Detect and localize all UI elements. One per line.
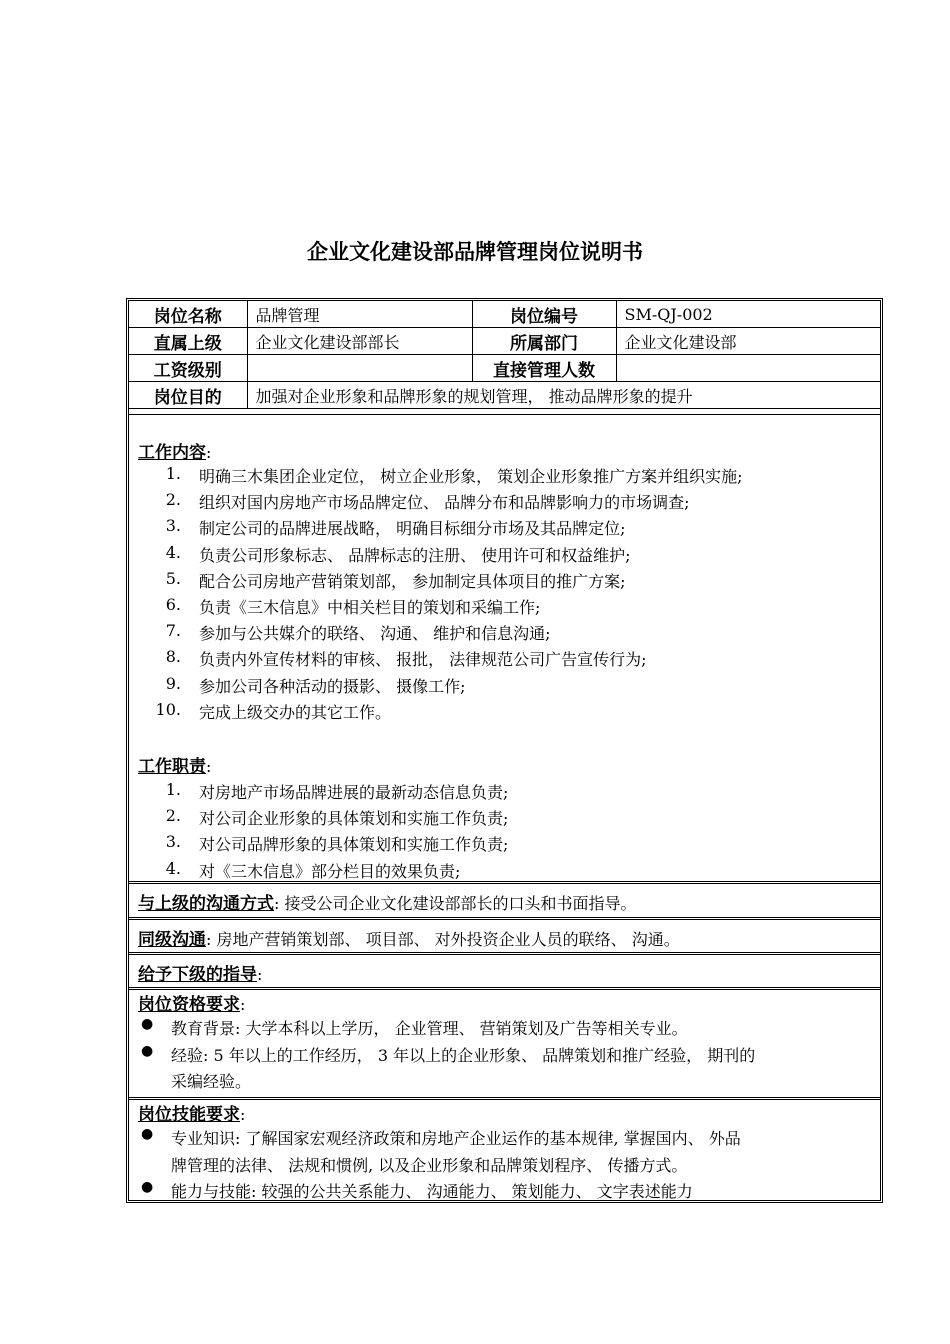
list-item-text: 制定公司的品牌进展战略， 明确目标细分市场及其品牌定位; bbox=[199, 519, 626, 539]
list-item-number: 6. bbox=[165, 595, 181, 614]
upward-communication-heading: 与上级的沟通方式 bbox=[138, 894, 274, 914]
list-item-number: 9. bbox=[165, 673, 181, 693]
bullet-icon: ● bbox=[141, 1042, 154, 1059]
bullet-icon: ● bbox=[141, 1126, 154, 1142]
work-content-heading: 工作内容: bbox=[138, 443, 212, 463]
bullet-item-text: 采编经验。 bbox=[171, 1072, 252, 1091]
bullet-item-text: 专业知识: 了解国家宏观经济政策和房地产企业运作的基本规律, 掌握国内、 外品 bbox=[171, 1129, 741, 1148]
purpose-value: 加强对企业形象和品牌形象的规划管理， 推动品牌形象的提升 bbox=[247, 382, 880, 409]
list-item-text: 对公司企业形象的具体策划和实施工作负责; bbox=[199, 809, 509, 829]
list-item-number: 1. bbox=[165, 464, 181, 483]
list-item-number: 8. bbox=[165, 647, 181, 667]
list-item-number: 2. bbox=[165, 806, 181, 826]
bullet-item-text: 教育背景: 大学本科以上学历， 企业管理、 营销策划及广告等相关专业。 bbox=[171, 1019, 688, 1038]
list-item-text: 对《三木信息》部分栏目的效果负责; bbox=[199, 861, 461, 881]
document-title: 企业文化建设部品牌管理岗位说明书 bbox=[307, 240, 643, 264]
direct-reports-label: 直接管理人数 bbox=[472, 355, 616, 382]
subordinate-guidance-heading: 给予下级的指导 bbox=[138, 965, 257, 985]
list-item-number: 3. bbox=[165, 516, 181, 536]
list-item-text: 完成上级交办的其它工作。 bbox=[199, 702, 392, 722]
subordinate-guidance-text: : bbox=[257, 965, 263, 984]
list-item-number: 2. bbox=[165, 490, 181, 510]
peer-communication-text: : 房地产营销策划部、 项目部、 对外投资企业人员的联络、 沟通。 bbox=[206, 930, 680, 949]
upward-communication-text: : 接受公司企业文化建设部部长的口头和书面指导。 bbox=[274, 894, 637, 913]
info-grid bbox=[129, 301, 880, 409]
list-item-number: 3. bbox=[165, 832, 181, 852]
list-item-text: 负责公司形象标志、 品牌标志的注册、 使用许可和权益维护; bbox=[199, 545, 631, 565]
qualification-section bbox=[129, 987, 880, 1097]
bullet-item-text: 经验: 5 年以上的工作经历， 3 年以上的企业形象、 品牌策划和推广经验， 期刊的 bbox=[171, 1045, 756, 1065]
subordinate-guidance-section bbox=[129, 952, 880, 987]
list-item-text: 参加公司各种活动的摄影、 摄像工作; bbox=[199, 676, 466, 696]
department-label: 所属部门 bbox=[472, 328, 616, 355]
position-code-value: SM-QJ-002 bbox=[616, 301, 880, 328]
direct-reports-value bbox=[616, 355, 880, 382]
salary-level-label: 工资级别 bbox=[129, 355, 247, 382]
list-item-text: 明确三木集团企业定位， 树立企业形象， 策划企业形象推广方案并组织实施; bbox=[199, 467, 743, 486]
qualification-heading: 岗位资格要求: bbox=[138, 995, 246, 1015]
list-item-number: 4. bbox=[165, 858, 181, 878]
list-item-text: 对房地产市场品牌进展的最新动态信息负责; bbox=[199, 783, 509, 802]
work-section bbox=[129, 414, 880, 881]
position-name-label: 岗位名称 bbox=[129, 301, 247, 328]
salary-level-value bbox=[247, 355, 472, 382]
job-description-table bbox=[126, 298, 883, 1203]
purpose-label: 岗位目的 bbox=[129, 382, 247, 409]
list-item-text: 参加与公共媒介的联络、 沟通、 维护和信息沟通; bbox=[199, 624, 551, 644]
bullet-item-text: 能力与技能: 较强的公共关系能力、 沟通能力、 策划能力、 文字表述能力 bbox=[171, 1182, 693, 1201]
list-item-text: 配合公司房地产营销策划部， 参加制定具体项目的推广方案; bbox=[199, 571, 626, 591]
list-item-text: 对公司品牌形象的具体策划和实施工作负责; bbox=[199, 835, 509, 855]
position-code-label: 岗位编号 bbox=[472, 301, 616, 328]
peer-communication-section bbox=[129, 917, 880, 952]
skills-section bbox=[129, 1097, 880, 1200]
peer-communication-heading: 同级沟通 bbox=[138, 930, 206, 950]
list-item-number: 7. bbox=[165, 621, 181, 641]
list-item-number: 1. bbox=[165, 780, 181, 799]
upward-communication-section bbox=[129, 881, 880, 917]
list-item-number: 10. bbox=[155, 699, 181, 719]
skills-heading: 岗位技能要求: bbox=[138, 1105, 246, 1125]
department-value: 企业文化建设部 bbox=[616, 328, 880, 355]
superior-label: 直属上级 bbox=[129, 328, 247, 355]
list-item-number: 5. bbox=[165, 568, 181, 588]
bullet-icon: ● bbox=[141, 1179, 154, 1195]
bullet-item-text: 牌管理的法律、 法规和惯例, 以及企业形象和品牌策划程序、 传播方式。 bbox=[171, 1155, 688, 1175]
superior-value: 企业文化建设部部长 bbox=[247, 328, 472, 355]
list-item-number: 4. bbox=[165, 542, 181, 562]
list-item-text: 负责《三木信息》中相关栏目的策划和采编工作; bbox=[199, 598, 541, 617]
list-item-text: 组织对国内房地产市场品牌定位、 品牌分布和品牌影响力的市场调查; bbox=[199, 493, 690, 513]
position-name-value: 品牌管理 bbox=[247, 301, 472, 328]
duties-heading: 工作职责: bbox=[138, 757, 212, 777]
upward-communication-line bbox=[138, 889, 636, 914]
bullet-icon: ● bbox=[141, 1016, 154, 1032]
peer-communication-line bbox=[138, 925, 680, 950]
subordinate-guidance-line bbox=[138, 960, 262, 985]
list-item-text: 负责内外宣传材料的审核、 报批， 法律规范公司广告宣传行为; bbox=[199, 650, 647, 670]
